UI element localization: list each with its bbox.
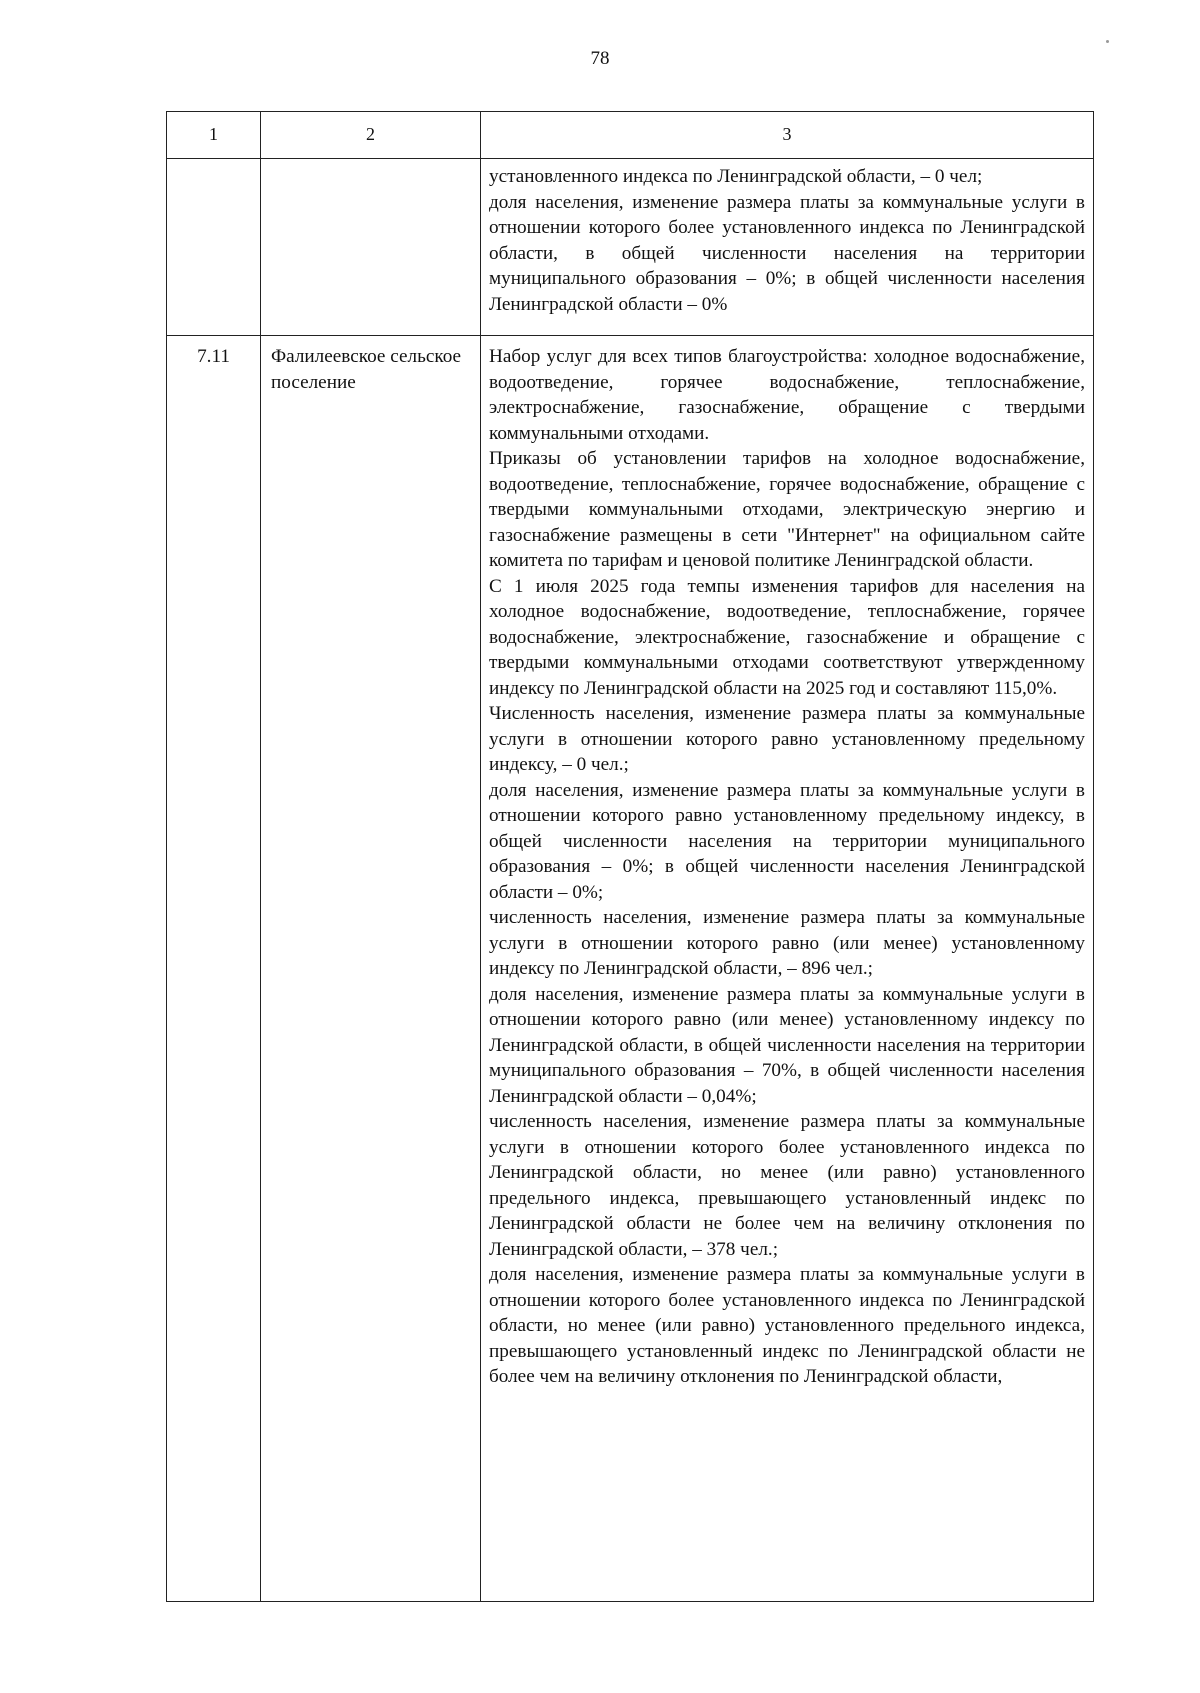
text-paragraph: Набор услуг для всех типов благоустройства: холодное водоснабжение, водоотведение, горячее водоснабжение, теплоснабжение, электроснабжение, газоснабжение, обращение с твердыми коммунальными отходами.	[489, 346, 1085, 444]
text-paragraph: численность населения, изменение размера платы за коммунальные услуги в отношении которого равно (или менее) установленному индексу по Ленинградской области, – 896 чел.;	[489, 907, 1085, 979]
text-paragraph: Приказы об установлении тарифов на холодное водоснабжение, водоотведение, теплоснабжение, горячее водоснабжение, обращение с твердыми коммунальными отходами, электрическую энергию и газоснабжение размещены в сети "Интернет" на официальном сайте комитета по тарифам и ценовой политике Ленинградской области.	[489, 448, 1085, 571]
text-paragraph: С 1 июля 2025 года темпы изменения тарифов для населения на холодное водоснабжение, водоотведение, теплоснабжение, горячее водоснабжение, электроснабжение, газоснабжение и обращение с твердыми коммунальными отходами соответствуют утвержденному индексу по Ленинградской области на 2025 год и составляют 115,0%.	[489, 575, 1085, 699]
text-paragraph: численность населения, изменение размера платы за коммунальные услуги в отношении которого более установленного индекса по Ленинградской области, но менее (или равно) установленного предельного индекса, превышающего установленный индекс по Ленинградской области не более чем на величину отклонения по Ленинградской области, – 378 чел.;	[489, 1111, 1085, 1260]
text-paragraph: доля населения, изменение размера платы за коммунальные услуги в отношении которого более установленного индекса по Ленинградской области, в общей численности населения на территории муниципального образования – 0%; в общей численности населения Ленинградской области – 0%	[489, 191, 1085, 315]
row-name-cell	[261, 159, 481, 336]
row-text-cell	[481, 336, 1094, 1602]
scan-speck	[1106, 40, 1109, 43]
text-paragraph: доля населения, изменение размера платы за коммунальные услуги в отношении которого более установленного индекса по Ленинградской области, но менее (или равно) установленного предельного индекса, превышающего установленный индекс по Ленинградской области не более чем на величину отклонения по Ленинградской области,	[489, 1264, 1085, 1387]
settlement-name-cell: Фалилеевское сельское поселение	[261, 336, 481, 1602]
column-number-header: 1	[167, 112, 261, 159]
column-name-header: 2	[261, 112, 481, 159]
text-paragraph: доля населения, изменение размера платы за коммунальные услуги в отношении которого равно установленному предельному индексу, в общей численности населения на территории муниципального образования – 0%; в общей численности населения Ленинградской области – 0%;	[489, 779, 1085, 903]
text-paragraph: Численность населения, изменение размера платы за коммунальные услуги в отношении которого равно установленному предельному индексу, – 0 чел.;	[489, 703, 1085, 775]
page-number: 78	[590, 48, 610, 69]
table-row-continuation	[167, 159, 1094, 336]
document-table	[166, 111, 1094, 1602]
table-header-row	[167, 112, 1094, 159]
column-text-header: 3	[481, 112, 1094, 159]
text-paragraph: установленного индекса по Ленинградской области, – 0 чел;	[489, 166, 983, 187]
table-row-7-11	[167, 336, 1094, 1602]
row-number-cell: 7.11	[167, 336, 261, 1602]
row-number-cell	[167, 159, 261, 336]
row-text-cell	[481, 159, 1094, 336]
text-paragraph: доля населения, изменение размера платы за коммунальные услуги в отношении которого равно (или менее) установленному индексу по Ленинградской области, в общей численности населения на территории муниципального образования – 70%, в общей численности населения Ленинградской области – 0,04%;	[489, 983, 1085, 1107]
